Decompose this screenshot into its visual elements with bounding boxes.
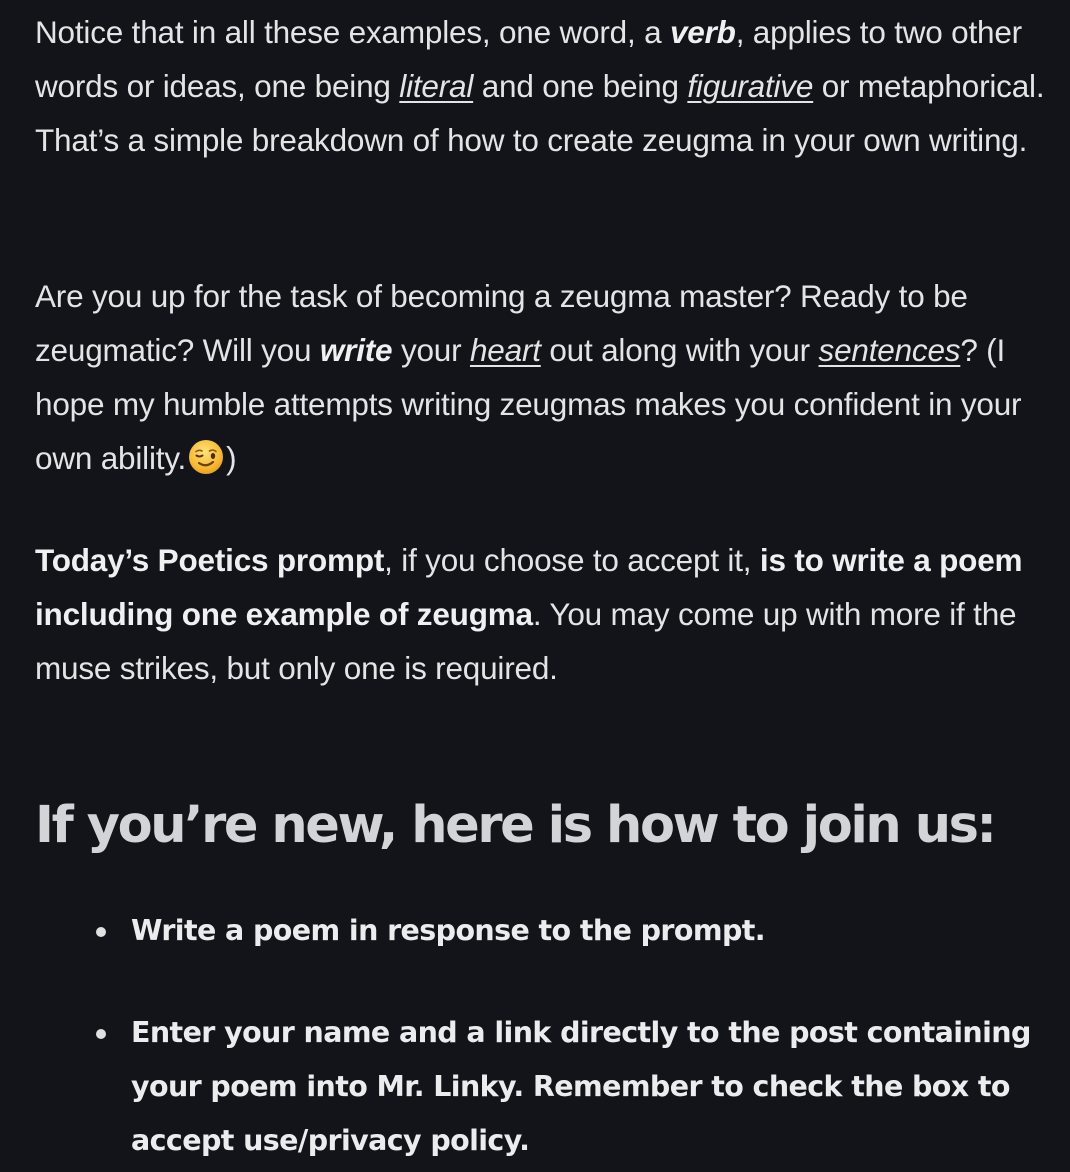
bold-write: write bbox=[319, 332, 393, 368]
bullet-dot bbox=[96, 927, 106, 937]
text: out along with your bbox=[540, 332, 819, 368]
list-item bbox=[35, 904, 1031, 958]
paragraph-zeugma-master bbox=[35, 269, 1055, 485]
emphasis-figurative: figurative bbox=[687, 68, 814, 104]
bullet-dot bbox=[96, 1029, 106, 1039]
bold-verb: verb bbox=[669, 14, 736, 50]
text: Are you up for the task of becoming a zeugma master? Ready to be zeugmatic? Will you bbox=[35, 278, 968, 368]
text: ? (I hope my humble attempts writing zeugmas makes you confident in your own ability. bbox=[35, 332, 1022, 476]
emphasis-sentences: sentences bbox=[818, 332, 961, 368]
bold-todays-poetics-prompt: Today’s Poetics prompt bbox=[35, 542, 385, 578]
text: and one being bbox=[473, 68, 688, 104]
list-item bbox=[35, 1006, 1031, 1168]
text: , if you choose to accept it, bbox=[384, 542, 760, 578]
text: your bbox=[392, 332, 470, 368]
text: , applies to two other words or ideas, one being bbox=[35, 14, 1022, 104]
paragraph-zeugma-breakdown bbox=[35, 5, 1050, 167]
bold-prompt-instruction: is to write a poem including one example of zeugma bbox=[35, 542, 1023, 632]
emphasis-literal: literal bbox=[399, 68, 474, 104]
text: Notice that in all these examples, one word, a bbox=[35, 14, 670, 50]
text: or metaphorical. That’s a simple breakdown of how to create zeugma in your own writing. bbox=[35, 68, 1045, 158]
text: . You may come up with more if the muse strikes, but only one is required. bbox=[35, 596, 1017, 686]
emphasis-heart: heart bbox=[469, 332, 541, 368]
step-text: Enter your name and a link directly to the post containing your poem into Mr. Linky. Remember to check the box to accept use/privacy policy. bbox=[131, 1016, 1031, 1157]
step-text: Write a poem in response to the prompt. bbox=[131, 914, 766, 947]
paragraph-todays-prompt bbox=[35, 533, 1050, 695]
section-heading-join-us: If you’re new, here is how to join us: bbox=[35, 796, 995, 855]
text: ) bbox=[226, 440, 237, 476]
winking-face-emoji-icon bbox=[188, 439, 224, 475]
